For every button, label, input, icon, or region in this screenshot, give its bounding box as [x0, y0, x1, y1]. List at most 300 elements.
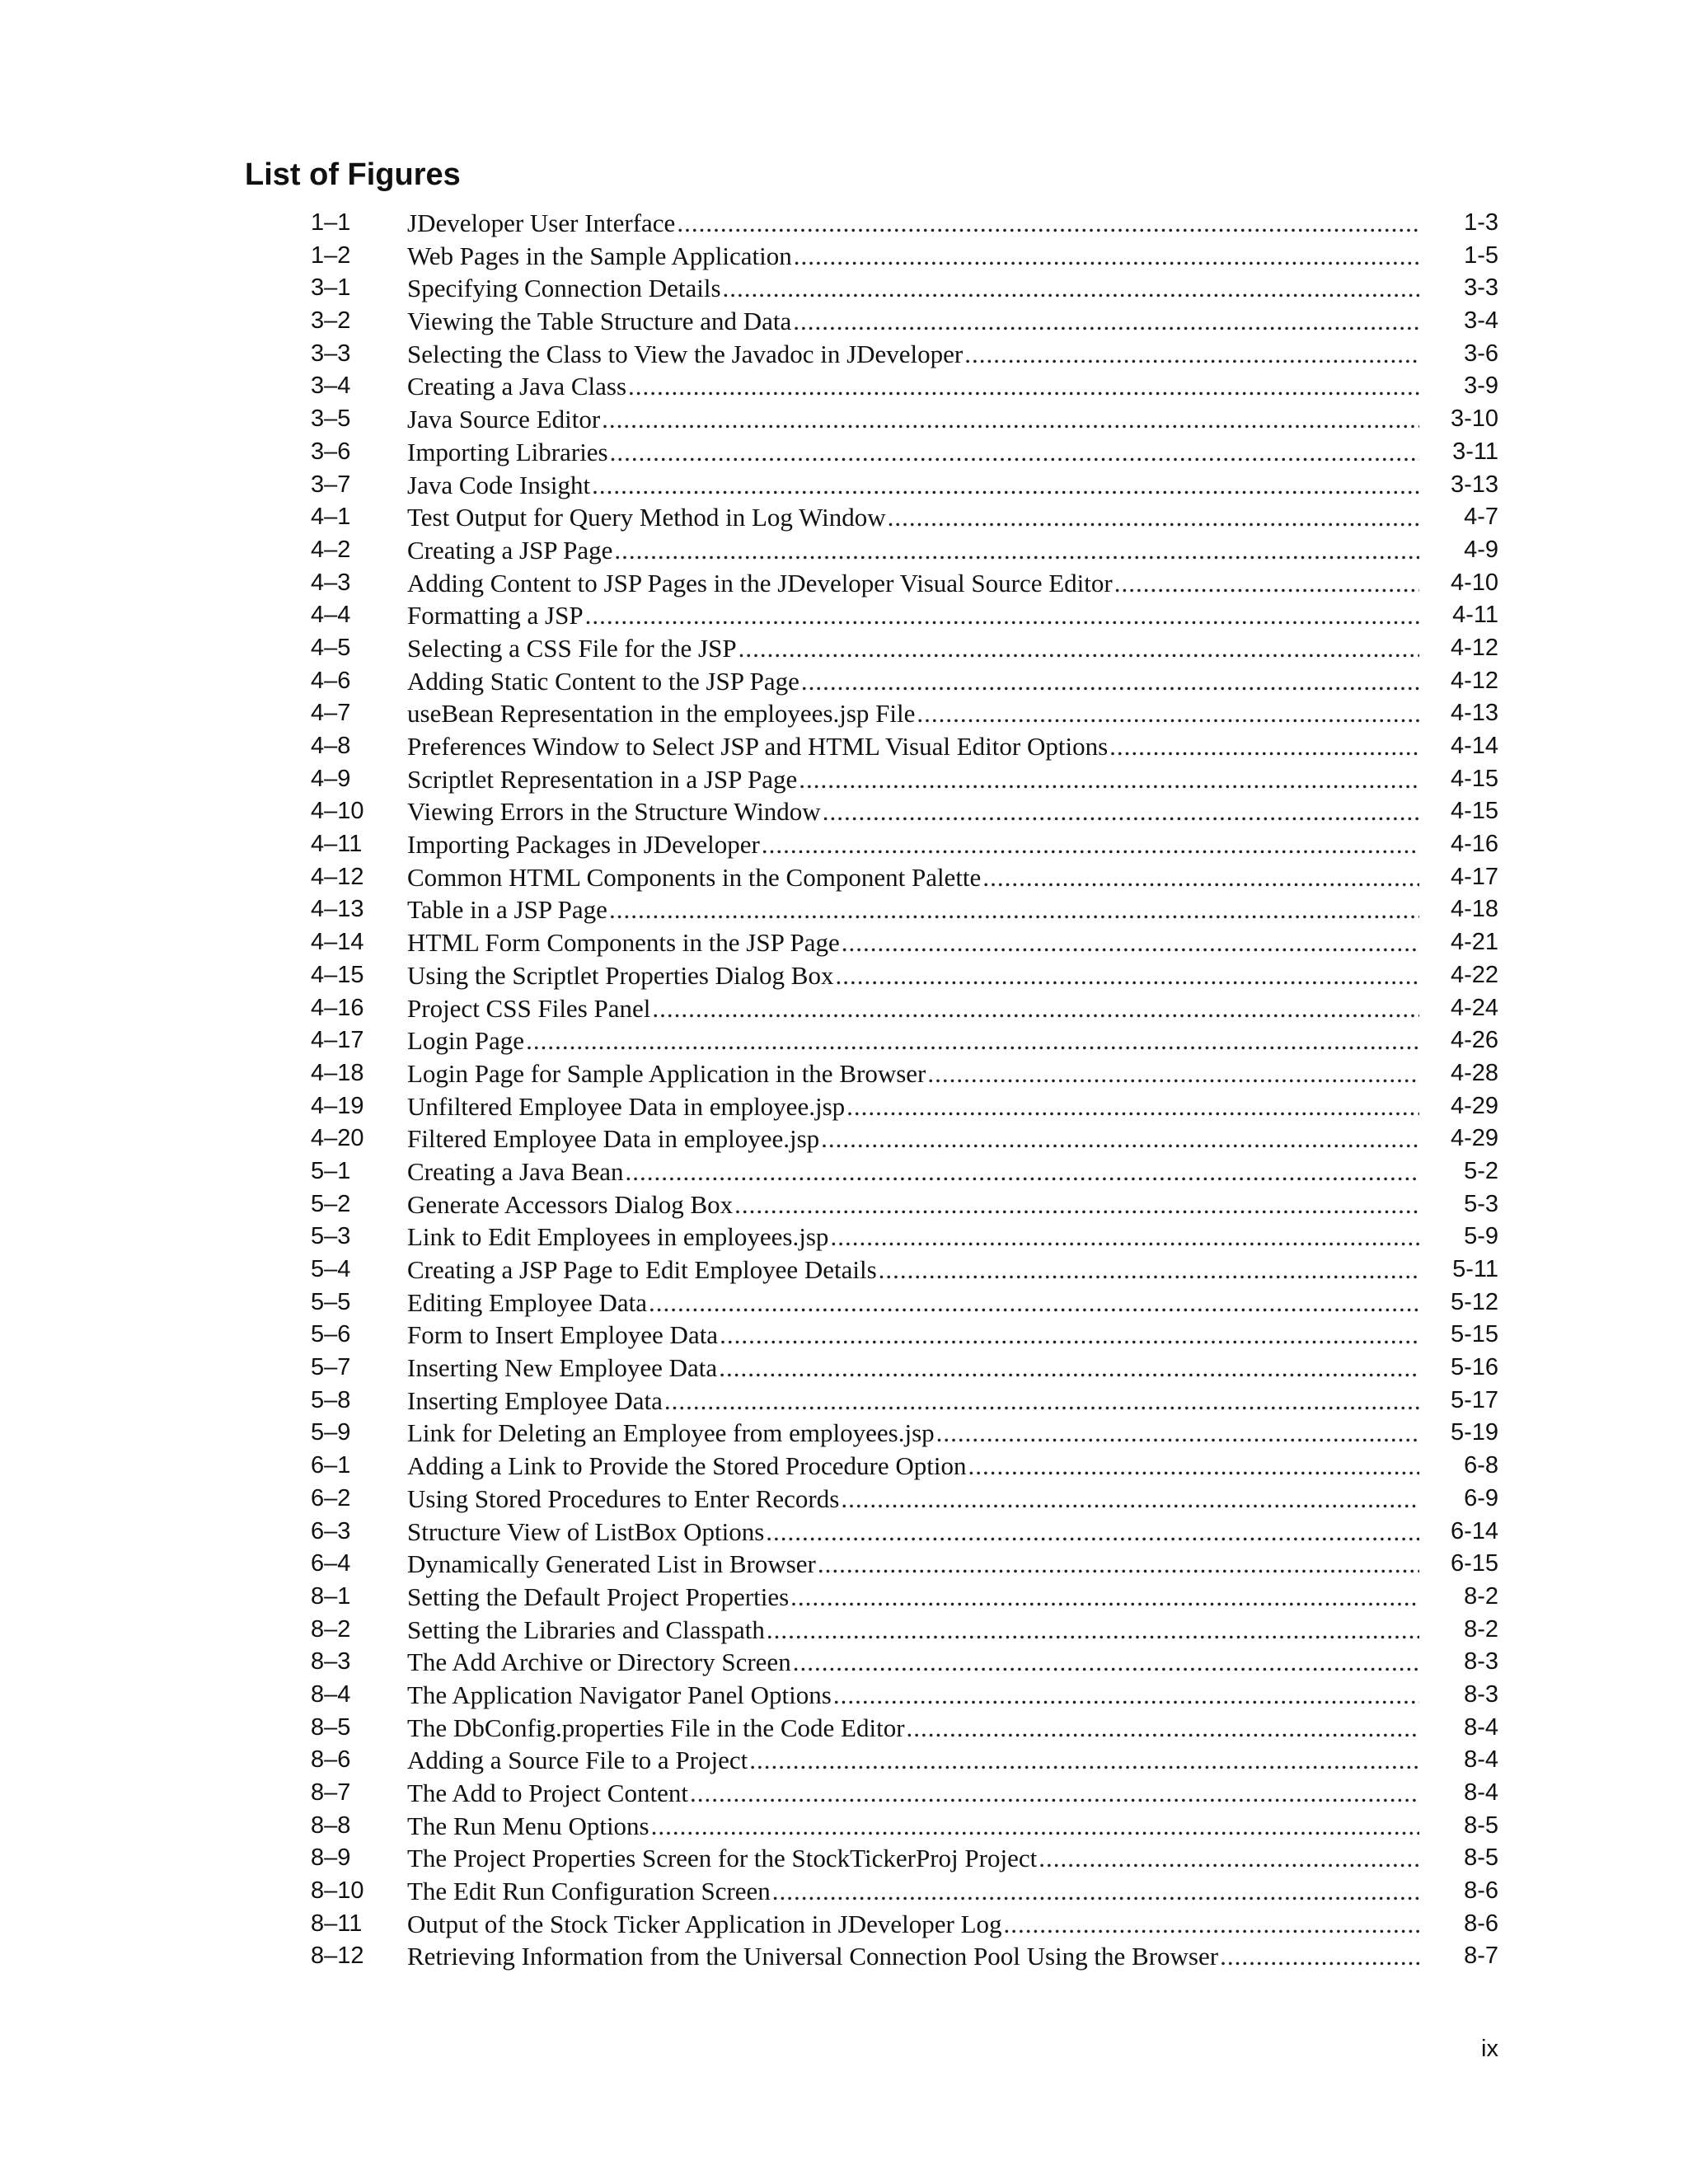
dot-leader	[927, 1057, 1419, 1090]
figure-title: Viewing the Table Structure and Data	[407, 307, 792, 336]
figure-title-with-leader	[407, 599, 1419, 632]
figure-entry[interactable]	[0, 1188, 1688, 1221]
figure-page-ref: 4-11	[1452, 602, 1498, 629]
figure-title-with-leader	[407, 436, 1419, 469]
figure-entry[interactable]	[0, 1417, 1688, 1450]
figure-page-ref: 4-17	[1450, 863, 1498, 890]
figure-entry[interactable]	[0, 1319, 1688, 1352]
figure-title-with-leader	[407, 272, 1419, 305]
figure-title: The Add Archive or Directory Screen	[407, 1647, 791, 1677]
figure-title-with-leader	[407, 403, 1419, 436]
figure-page-ref: 5-19	[1450, 1419, 1498, 1446]
figure-entry[interactable]	[0, 1516, 1688, 1549]
figure-number: 3–7	[311, 471, 351, 498]
figure-number: 8–7	[311, 1779, 351, 1806]
figure-page-ref: 5-12	[1450, 1288, 1498, 1315]
figure-title-with-leader	[407, 893, 1419, 926]
dot-leader	[664, 1385, 1419, 1418]
dot-leader	[818, 1548, 1419, 1581]
figure-title-with-leader	[407, 1090, 1419, 1123]
figure-page-ref: 3-3	[1464, 274, 1498, 302]
figure-title-with-leader	[407, 567, 1419, 600]
dot-leader	[821, 1122, 1419, 1155]
dot-leader	[790, 1581, 1419, 1614]
figure-title-with-leader	[407, 1777, 1419, 1810]
figure-title-with-leader	[407, 1712, 1419, 1745]
figure-number: 8–5	[311, 1713, 351, 1741]
figure-page-ref: 8-3	[1464, 1648, 1498, 1675]
figure-entry[interactable]	[0, 926, 1688, 959]
figure-title: Creating a Java Bean	[407, 1156, 624, 1186]
figure-title-with-leader	[407, 240, 1419, 273]
figure-entry[interactable]	[0, 1286, 1688, 1319]
dot-leader	[907, 1712, 1419, 1745]
figure-entry[interactable]	[0, 338, 1688, 371]
figure-entry[interactable]	[0, 1908, 1688, 1941]
dot-leader	[651, 1810, 1419, 1843]
figure-title: Link to Edit Employees in employees.jsp	[407, 1222, 829, 1252]
figure-title: Structure View of ListBox Options	[407, 1516, 765, 1546]
figure-title: Specifying Connection Details	[407, 274, 721, 303]
figure-number: 4–4	[311, 602, 351, 629]
figure-entry[interactable]	[0, 469, 1688, 502]
figure-page-ref: 4-22	[1450, 961, 1498, 988]
figure-entry[interactable]	[0, 1548, 1688, 1581]
figure-number: 5–1	[311, 1157, 351, 1184]
figure-page-ref: 4-29	[1450, 1125, 1498, 1152]
figure-title-with-leader	[407, 992, 1419, 1025]
figure-title-with-leader	[407, 959, 1419, 992]
figure-title-with-leader	[407, 1450, 1419, 1483]
figure-title: Inserting New Employee Data	[407, 1353, 718, 1383]
dot-leader	[585, 599, 1419, 632]
figure-page-ref: 6-9	[1464, 1484, 1498, 1511]
figure-entry[interactable]	[0, 272, 1688, 305]
figure-number: 4–11	[311, 831, 363, 858]
figure-number: 5–8	[311, 1386, 351, 1413]
figure-entry[interactable]	[0, 403, 1688, 436]
figure-title: Using Stored Procedures to Enter Records	[407, 1483, 840, 1513]
figure-title: Retrieving Information from the Universal Connection Pool Using the Browser	[407, 1942, 1219, 1971]
figure-title: Creating a JSP Page	[407, 535, 613, 565]
figure-title: Creating a JSP Page to Edit Employee Details	[407, 1255, 877, 1284]
figure-entry[interactable]	[0, 959, 1688, 992]
figure-title: Test Output for Query Method in Log Window	[407, 503, 886, 532]
figure-number: 3–3	[311, 340, 351, 367]
figure-title-with-leader	[407, 1908, 1419, 1941]
figure-title-with-leader	[407, 795, 1419, 828]
figure-title-with-leader	[407, 1744, 1419, 1777]
figure-number: 4–12	[311, 863, 364, 890]
figure-page-ref: 8-2	[1464, 1615, 1498, 1643]
figure-entry[interactable]	[0, 665, 1688, 698]
dot-leader	[592, 469, 1419, 502]
figure-number: 8–8	[311, 1811, 351, 1839]
figure-page-ref: 5-15	[1450, 1321, 1498, 1348]
dot-leader	[762, 828, 1419, 861]
figure-title: The Project Properties Screen for the StockTickerProj Project	[407, 1844, 1038, 1873]
page-number: ix	[1481, 2036, 1498, 2062]
figure-number: 5–4	[311, 1256, 351, 1282]
figure-page-ref: 6-14	[1450, 1517, 1498, 1544]
figure-entry[interactable]	[0, 1842, 1688, 1875]
dot-leader	[1039, 1842, 1419, 1875]
figure-title-with-leader	[407, 1581, 1419, 1614]
dot-leader	[982, 861, 1419, 894]
figure-number: 5–5	[311, 1288, 351, 1315]
figure-title: Dynamically Generated List in Browser	[407, 1549, 816, 1579]
figure-title-with-leader	[407, 1286, 1419, 1319]
figure-number: 4–17	[311, 1027, 364, 1054]
dot-leader	[626, 1155, 1419, 1188]
figure-title: Login Page for Sample Application in the Browser	[407, 1058, 926, 1088]
figure-entry[interactable]	[0, 1810, 1688, 1843]
figure-title: Project CSS Files Panel	[407, 993, 651, 1023]
dot-leader	[723, 272, 1419, 305]
figure-title-with-leader	[407, 1057, 1419, 1090]
figure-number: 4–18	[311, 1059, 364, 1086]
figure-entry[interactable]	[0, 436, 1688, 469]
figure-entry[interactable]	[0, 697, 1688, 730]
figure-entry[interactable]	[0, 861, 1688, 894]
figure-title: Setting the Libraries and Classpath	[407, 1615, 765, 1644]
figure-title-with-leader	[407, 730, 1419, 763]
figure-page-ref: 3-13	[1450, 471, 1498, 498]
figure-title-with-leader	[407, 1516, 1419, 1549]
dot-leader	[917, 697, 1419, 730]
figure-page-ref: 8-4	[1464, 1713, 1498, 1741]
figure-number: 4–5	[311, 634, 351, 661]
figure-title-with-leader	[407, 1122, 1419, 1155]
figure-title-with-leader	[407, 1875, 1419, 1908]
dot-leader	[964, 338, 1419, 371]
figure-title-with-leader	[407, 1385, 1419, 1418]
figure-page-ref: 8-6	[1464, 1877, 1498, 1905]
figure-number: 4–14	[311, 929, 364, 956]
figure-number: 5–2	[311, 1190, 351, 1217]
dot-leader	[1004, 1908, 1419, 1941]
figure-number: 4–10	[311, 798, 364, 825]
figure-entry[interactable]	[0, 1744, 1688, 1777]
figure-number: 4–3	[311, 569, 351, 596]
figure-number: 3–6	[311, 438, 351, 465]
figure-entry[interactable]	[0, 1221, 1688, 1254]
figure-entry[interactable]	[0, 1254, 1688, 1286]
dot-leader	[720, 1319, 1419, 1352]
figure-entry[interactable]	[0, 370, 1688, 403]
figure-title: Java Source Editor	[407, 405, 601, 434]
figure-number: 5–7	[311, 1354, 351, 1381]
figure-title: Preferences Window to Select JSP and HTML Visual Editor Options	[407, 732, 1109, 761]
figure-entry[interactable]	[0, 1450, 1688, 1483]
figure-title-with-leader	[407, 1254, 1419, 1286]
dot-leader	[801, 665, 1419, 698]
figure-page-ref: 4-24	[1450, 994, 1498, 1021]
figure-number: 8–2	[311, 1615, 351, 1643]
figure-number: 5–9	[311, 1419, 351, 1446]
figure-title: useBean Representation in the employees.jsp File	[407, 699, 916, 729]
figure-title: Form to Insert Employee Data	[407, 1320, 719, 1350]
figure-number: 4–16	[311, 994, 364, 1021]
figure-page-ref: 3-9	[1464, 373, 1498, 400]
figure-title-with-leader	[407, 1352, 1419, 1385]
figure-title: Adding Content to JSP Pages in the JDeveloper Visual Source Editor	[407, 568, 1113, 598]
figure-title: The Edit Run Configuration Screen	[407, 1877, 771, 1906]
dot-leader	[888, 501, 1419, 534]
figure-number: 1–1	[311, 209, 351, 236]
figure-page-ref: 4-16	[1450, 831, 1498, 858]
figure-title: Filtered Employee Data in employee.jsp	[407, 1124, 820, 1154]
figure-page-ref: 8-7	[1464, 1943, 1498, 1970]
figure-title: HTML Form Components in the JSP Page	[407, 928, 840, 958]
figure-page-ref: 5-3	[1464, 1190, 1498, 1217]
figure-title-with-leader	[407, 1483, 1419, 1516]
figure-number: 6–4	[311, 1550, 351, 1577]
figure-title: Common HTML Components in the Component Palette	[407, 862, 982, 892]
figure-number: 8–10	[311, 1877, 364, 1905]
figure-page-ref: 4-14	[1450, 733, 1498, 759]
figure-page-ref: 4-26	[1450, 1027, 1498, 1054]
figure-page-ref: 4-13	[1450, 700, 1498, 727]
figure-title-with-leader	[407, 1940, 1419, 1973]
figure-title: The Add to Project Content	[407, 1779, 688, 1807]
figure-title-with-leader	[407, 305, 1419, 338]
figure-page-ref: 5-11	[1452, 1256, 1498, 1282]
figure-title: Generate Accessors Dialog Box	[407, 1189, 734, 1219]
dot-leader	[794, 240, 1419, 273]
dot-leader	[738, 632, 1419, 665]
figure-number: 8–12	[311, 1943, 364, 1970]
figure-list	[0, 207, 1688, 1973]
figure-title-with-leader	[407, 926, 1419, 959]
dot-leader	[767, 1614, 1419, 1647]
figure-entry[interactable]	[0, 1646, 1688, 1679]
figure-title-with-leader	[407, 1679, 1419, 1712]
figure-entry[interactable]	[0, 828, 1688, 861]
figure-page-ref: 8-6	[1464, 1910, 1498, 1937]
figure-entry[interactable]	[0, 207, 1688, 240]
dot-leader	[652, 992, 1419, 1025]
figure-entry[interactable]	[0, 567, 1688, 600]
figure-number: 8–11	[311, 1910, 363, 1937]
figure-entry[interactable]	[0, 1155, 1688, 1188]
figure-number: 4–19	[311, 1092, 364, 1119]
figure-title: JDeveloper User Interface	[407, 209, 676, 237]
figure-title-with-leader	[407, 828, 1419, 861]
figure-title-with-leader	[407, 697, 1419, 730]
figure-entry[interactable]	[0, 1940, 1688, 1973]
figure-entry[interactable]	[0, 599, 1688, 632]
figure-title: The DbConfig.properties File in the Code Editor	[407, 1713, 905, 1742]
figure-entry[interactable]	[0, 1352, 1688, 1385]
figure-number: 5–3	[311, 1223, 351, 1250]
figure-title: Selecting a CSS File for the JSP	[407, 633, 737, 663]
dot-leader	[1220, 1940, 1419, 1973]
figure-number: 4–15	[311, 961, 364, 988]
figure-title-with-leader	[407, 1810, 1419, 1843]
figure-title-with-leader	[407, 1614, 1419, 1647]
figure-entry[interactable]	[0, 1712, 1688, 1745]
page-title: List of Figures	[245, 157, 461, 192]
figure-entry[interactable]	[0, 1024, 1688, 1057]
figure-entry[interactable]	[0, 1385, 1688, 1418]
figure-title-with-leader	[407, 534, 1419, 567]
figure-title: Editing Employee Data	[407, 1287, 647, 1317]
figure-entry[interactable]	[0, 795, 1688, 828]
figure-number: 4–1	[311, 504, 351, 531]
figure-title-with-leader	[407, 207, 1419, 240]
figure-number: 5–6	[311, 1321, 351, 1348]
figure-title-with-leader	[407, 1548, 1419, 1581]
figure-title: Importing Packages in JDeveloper	[407, 830, 760, 860]
dot-leader	[968, 1450, 1419, 1483]
figure-title-with-leader	[407, 665, 1419, 698]
figure-page-ref: 4-28	[1450, 1059, 1498, 1086]
figure-number: 8–4	[311, 1680, 351, 1708]
figure-page-ref: 8-3	[1464, 1680, 1498, 1708]
figure-number: 4–9	[311, 765, 351, 792]
figure-entry[interactable]	[0, 1581, 1688, 1614]
figure-number: 4–13	[311, 896, 364, 923]
figure-entry[interactable]	[0, 1090, 1688, 1123]
dot-leader	[614, 534, 1419, 567]
figure-title-with-leader	[407, 632, 1419, 665]
figure-title: Using the Scriptlet Properties Dialog Box	[407, 960, 834, 990]
figure-title: Adding a Source File to a Project	[407, 1746, 748, 1775]
figure-entry[interactable]	[0, 1614, 1688, 1647]
figure-page-ref: 5-9	[1464, 1223, 1498, 1250]
figure-entry[interactable]	[0, 1483, 1688, 1516]
figure-title-with-leader	[407, 469, 1419, 502]
figure-page-ref: 4-12	[1450, 667, 1498, 694]
figure-entry[interactable]	[0, 240, 1688, 273]
dot-leader	[833, 1679, 1419, 1712]
figure-number: 3–5	[311, 405, 351, 433]
dot-leader	[1109, 730, 1419, 763]
figure-number: 1–2	[311, 241, 351, 269]
figure-page-ref: 6-15	[1450, 1550, 1498, 1577]
figure-title: Output of the Stock Ticker Application in JDeveloper Log	[407, 1909, 1002, 1938]
figure-title: Formatting a JSP	[407, 601, 584, 630]
figure-title: Selecting the Class to View the Javadoc in JDeveloper	[407, 339, 964, 368]
figure-number: 4–6	[311, 667, 351, 694]
dot-leader	[823, 795, 1419, 828]
figure-title: Web Pages in the Sample Application	[407, 241, 792, 270]
figure-entry[interactable]	[0, 893, 1688, 926]
figure-title: Scriptlet Representation in a JSP Page	[407, 764, 798, 794]
figure-number: 8–6	[311, 1746, 351, 1774]
figure-page-ref: 6-8	[1464, 1452, 1498, 1479]
figure-page-ref: 4-29	[1450, 1092, 1498, 1119]
figure-entry[interactable]	[0, 1679, 1688, 1712]
dot-leader	[628, 370, 1419, 403]
figure-page-ref: 4-18	[1450, 896, 1498, 923]
figure-title: The Run Menu Options	[407, 1811, 649, 1840]
figure-entry[interactable]	[0, 992, 1688, 1025]
figure-page-ref: 5-2	[1464, 1157, 1498, 1184]
figure-page-ref: 8-4	[1464, 1746, 1498, 1774]
dot-leader	[610, 436, 1419, 469]
dot-leader	[719, 1352, 1419, 1385]
figure-title-with-leader	[407, 861, 1419, 894]
dot-leader	[846, 1090, 1419, 1123]
dot-leader	[677, 207, 1419, 240]
figure-title-with-leader	[407, 1221, 1419, 1254]
figure-page-ref: 4-12	[1450, 634, 1498, 661]
figure-page-ref: 1-5	[1464, 241, 1498, 269]
figure-title: Inserting Employee Data	[407, 1385, 663, 1415]
figure-page-ref: 8-5	[1464, 1844, 1498, 1872]
dot-leader	[793, 305, 1419, 338]
figure-title-with-leader	[407, 1842, 1419, 1875]
dot-leader	[602, 403, 1419, 436]
dot-leader	[841, 1483, 1419, 1516]
figure-title: Creating a Java Class	[407, 372, 627, 401]
figure-title-with-leader	[407, 370, 1419, 403]
dot-leader	[830, 1221, 1419, 1254]
figure-number: 4–7	[311, 700, 351, 727]
dot-leader	[1114, 567, 1419, 600]
figure-title: Viewing Errors in the Structure Window	[407, 797, 821, 827]
dot-leader	[690, 1777, 1419, 1810]
figure-page-ref: 4-21	[1450, 929, 1498, 956]
figure-title-with-leader	[407, 501, 1419, 534]
figure-entry[interactable]	[0, 763, 1688, 796]
figure-page-ref: 5-16	[1450, 1354, 1498, 1381]
dot-leader	[766, 1516, 1419, 1549]
figure-title: Importing Libraries	[407, 437, 608, 466]
dot-leader	[772, 1875, 1419, 1908]
figure-number: 4–2	[311, 536, 351, 563]
figure-number: 4–8	[311, 733, 351, 759]
dot-leader	[879, 1254, 1419, 1286]
dot-leader	[526, 1024, 1419, 1057]
figure-number: 3–1	[311, 274, 351, 302]
figure-title: The Application Navigator Panel Options	[407, 1680, 832, 1709]
dot-leader	[649, 1286, 1419, 1319]
figure-entry[interactable]	[0, 1875, 1688, 1908]
figure-page-ref: 4-9	[1464, 536, 1498, 563]
figure-entry[interactable]	[0, 501, 1688, 534]
figure-entry[interactable]	[0, 1057, 1688, 1090]
dot-leader	[835, 959, 1419, 992]
figure-entry[interactable]	[0, 534, 1688, 567]
dot-leader	[799, 763, 1419, 796]
figure-entry[interactable]	[0, 730, 1688, 763]
figure-title: Unfiltered Employee Data in employee.jsp	[407, 1091, 846, 1121]
figure-page-ref: 8-2	[1464, 1582, 1498, 1610]
figure-number: 8–1	[311, 1582, 351, 1610]
figure-title-with-leader	[407, 1188, 1419, 1221]
figure-entry[interactable]	[0, 305, 1688, 338]
figure-page-ref: 4-15	[1450, 765, 1498, 792]
figure-number: 3–2	[311, 307, 351, 335]
dot-leader	[609, 893, 1419, 926]
figure-entry[interactable]	[0, 1777, 1688, 1810]
figure-page-ref: 4-15	[1450, 798, 1498, 825]
figure-title: Adding Static Content to the JSP Page	[407, 666, 799, 696]
figure-title: Setting the Default Project Properties	[407, 1582, 790, 1611]
figure-entry[interactable]	[0, 632, 1688, 665]
figure-entry[interactable]	[0, 1122, 1688, 1155]
dot-leader	[793, 1646, 1419, 1679]
figure-page-ref: 3-4	[1464, 307, 1498, 335]
dot-leader	[734, 1188, 1419, 1221]
figure-page-ref: 3-10	[1450, 405, 1498, 433]
figure-title-with-leader	[407, 1155, 1419, 1188]
figure-number: 8–9	[311, 1844, 351, 1872]
figure-title: Adding a Link to Provide the Stored Procedure Option	[407, 1451, 967, 1481]
